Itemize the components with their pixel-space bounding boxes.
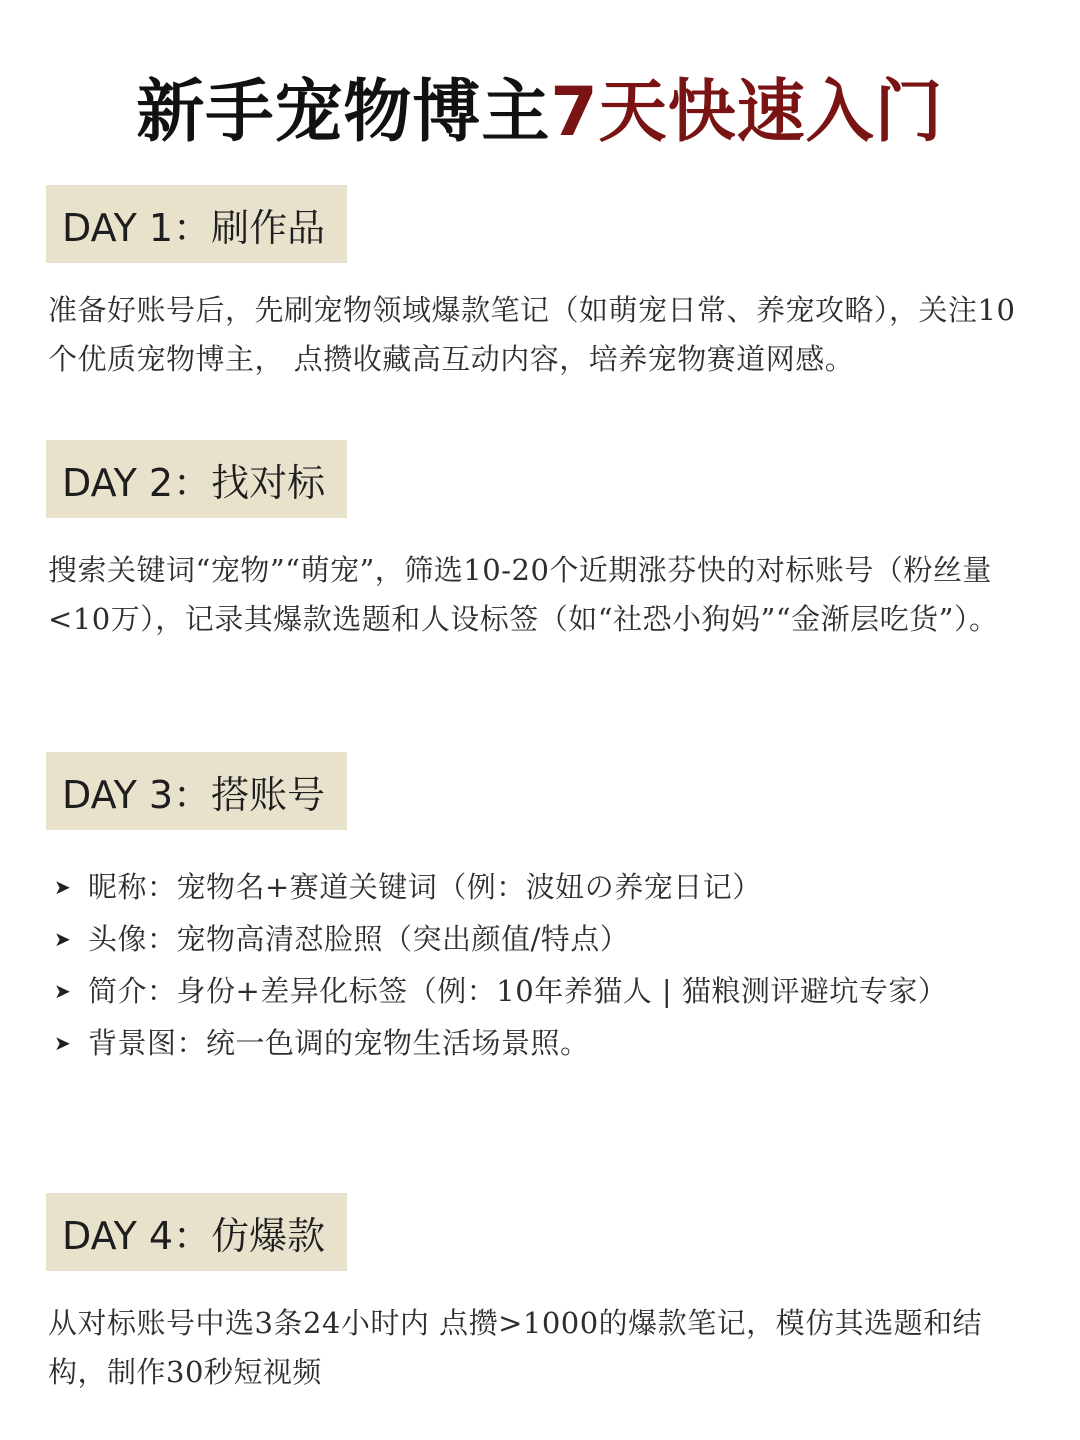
arrowhead-icon: ➤ [54, 875, 72, 899]
arrowhead-icon: ➤ [54, 1031, 72, 1055]
day-4-badge [46, 1193, 347, 1271]
day-3-label: DAY 3：搭账号 [62, 772, 326, 817]
arrowhead-icon: ➤ [54, 979, 72, 1003]
day-1-label: DAY 1：刷作品 [62, 205, 326, 250]
list-item-text: 头像：宠物高清怼脸照（突出颜值/特点） [88, 922, 630, 956]
title-accent: 7天快速入门 [550, 73, 944, 152]
day-4-label: DAY 4：仿爆款 [62, 1213, 326, 1258]
day-2-badge [46, 440, 347, 518]
day-4-text: 从对标账号中选3条24小时内 点攒>1000的爆款笔记，模仿其选题和结构，制作30秒短视频 [48, 1306, 983, 1389]
list-item [48, 1017, 1038, 1069]
page-title [0, 58, 1080, 155]
list-item [48, 861, 1038, 913]
day-1-badge [46, 185, 347, 263]
day-2-label: DAY 2：找对标 [62, 460, 326, 505]
list-item [48, 965, 1038, 1017]
list-item-text: 背景图：统一色调的宠物生活场景照。 [88, 1026, 590, 1060]
list-item-text: 简介：身份+差异化标签（例：10年养猫人 | 猫粮测评避坑专家） [88, 974, 948, 1008]
day-2-text: 搜索关键词“宠物”“萌宠”，筛选10-20个近期涨芬快的对标账号（粉丝量<10万），记录其爆款选题和人设标签（如“社恐小狗妈”“金渐层吃货”）。 [48, 553, 999, 636]
day-3-badge [46, 752, 347, 830]
day-3-list [48, 861, 1038, 1069]
list-item-text: 昵称：宠物名+赛道关键词（例：波妞の养宠日记） [88, 870, 762, 904]
arrowhead-icon: ➤ [54, 927, 72, 951]
day-1-text: 准备好账号后，先刷宠物领域爆款笔记（如萌宠日常、养宠攻略），关注10个优质宠物博主， 点攒收藏高互动内容，培养宠物赛道网感。 [48, 293, 1016, 376]
list-item [48, 913, 1038, 965]
title-main: 新手宠物博主 [136, 73, 551, 152]
